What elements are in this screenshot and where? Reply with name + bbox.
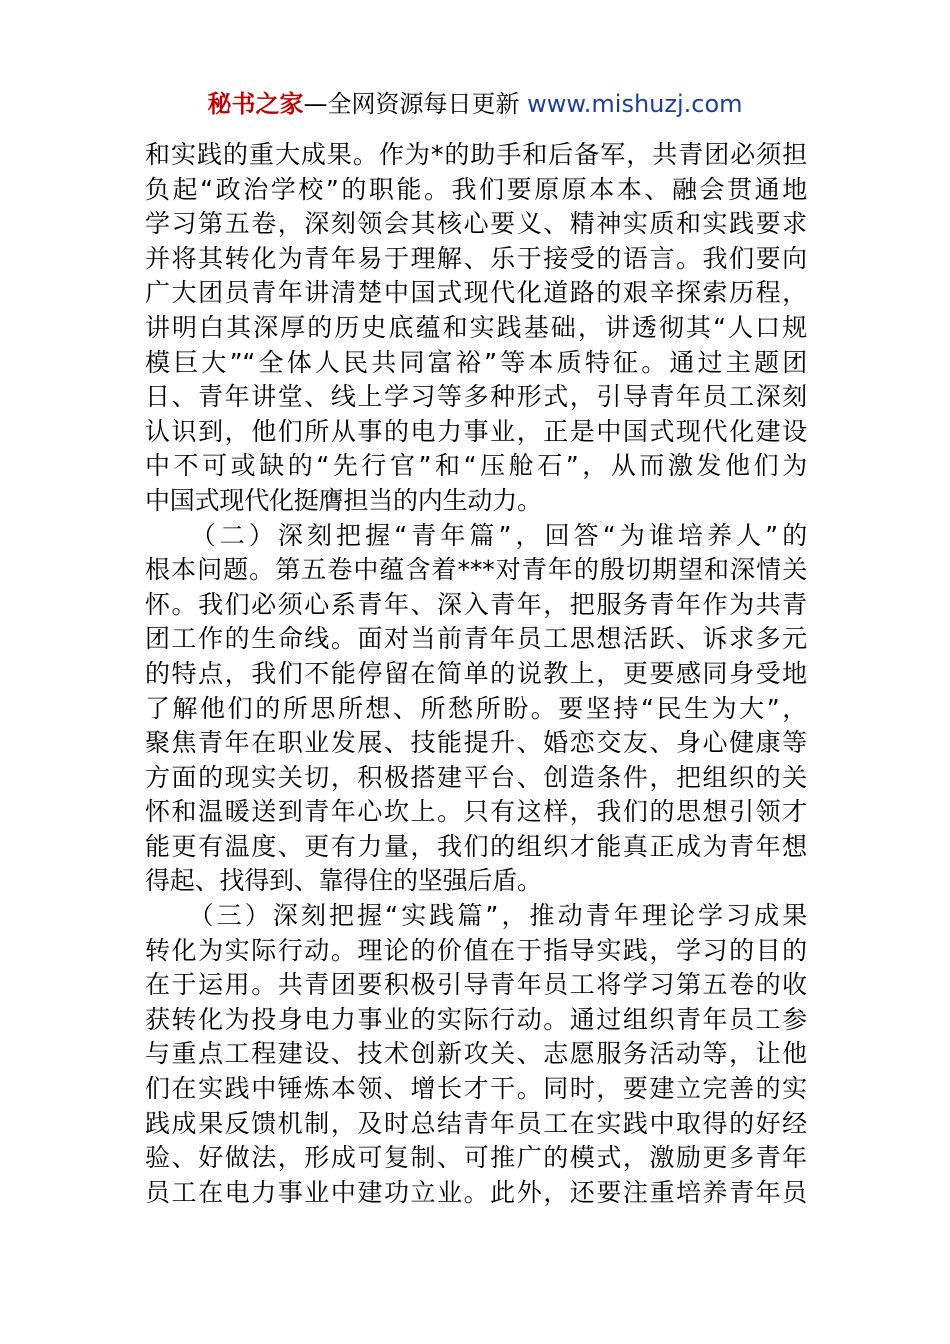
text-line: 并将其转化为青年易于理解、乐于接受的语言。我们要向 [145,243,807,273]
text-line: 认识到，他们所从事的电力事业，正是中国式现代化建设 [145,416,807,446]
text-line: 学习第五卷，深刻领会其核心要义、精神实质和实践要求 [145,209,807,239]
text-line: 根本问题。第五卷中蕴含着***对青年的殷切期望和深情关 [145,555,807,585]
text-line: 模巨大”“全体人民共同富裕”等本质特征。通过主题团 [145,347,807,377]
text-line: 怀和温暖送到青年心坎上。只有这样，我们的思想引领才 [145,797,807,827]
site-header [0,86,950,122]
text-line: 怀。我们必须心系青年、深入青年，把服务青年作为共青 [145,589,807,619]
text-line: 讲明白其深厚的历史底蕴和实践基础，讲透彻其“人口规 [145,312,807,342]
text-line: 在于运用。共青团要积极引导青年员工将学习第五卷的收 [145,970,807,1000]
text-line: 转化为实际行动。理论的价值在于指导实践，学习的目的 [145,935,807,965]
text-line: 广大团员青年讲清楚中国式现代化道路的艰辛探索历程， [145,278,807,308]
text-line: 员工在电力事业中建功立业。此外，还要注重培养青年员 [145,1177,807,1207]
document-body [145,138,807,1210]
text-line: 中国式现代化挺膺担当的内生动力。 [145,485,542,515]
text-line: 聚焦青年在职业发展、技能提升、婚恋交友、身心健康等 [145,728,807,758]
text-line: 得起、找得到、靠得住的坚强后盾。 [145,866,542,896]
text-line: 能更有温度、更有力量，我们的组织才能真正成为青年想 [145,831,807,861]
text-line: 与重点工程建设、技术创新攻关、志愿服务活动等，让他 [145,1039,807,1069]
text-line: 和实践的重大成果。作为*的助手和后备军，共青团必须担 [145,140,807,169]
text-line: 的特点，我们不能停留在简单的说教上，更要感同身受地 [145,658,807,688]
text-line: 方面的现实关切，积极搭建平台、创造条件，把组织的关 [145,762,807,792]
text-line: 了解他们的所思所想、所愁所盼。要坚持“民生为大”， [145,693,807,723]
text-line: 们在实践中锤炼本领、增长才干。同时，要建立完善的实 [145,1074,807,1104]
site-url-link[interactable]: www.mishuzj.com [527,90,743,118]
text-line: 验、好做法，形成可复制、可推广的模式，激励更多青年 [145,1143,807,1173]
text-line: （二）深刻把握“青年篇”，回答“为谁培养人”的 [145,520,807,550]
site-tagline: —全网资源每日更新 [303,90,528,118]
site-brand: 秘书之家 [207,90,304,118]
text-line: 日、青年讲堂、线上学习等多种形式，引导青年员工深刻 [145,382,807,412]
text-line: （三）深刻把握“实践篇”，推动青年理论学习成果 [145,901,807,931]
text-line: 中不可或缺的“先行官”和“压舱石”，从而激发他们为 [145,451,807,481]
text-line: 获转化为投身电力事业的实际行动。通过组织青年员工参 [145,1004,807,1034]
text-line: 践成果反馈机制，及时总结青年员工在实践中取得的好经 [145,1108,807,1138]
text-line: 负起“政治学校”的职能。我们要原原本本、融会贯通地 [145,174,807,204]
text-line: 团工作的生命线。面对当前青年员工思想活跃、诉求多元 [145,624,807,654]
